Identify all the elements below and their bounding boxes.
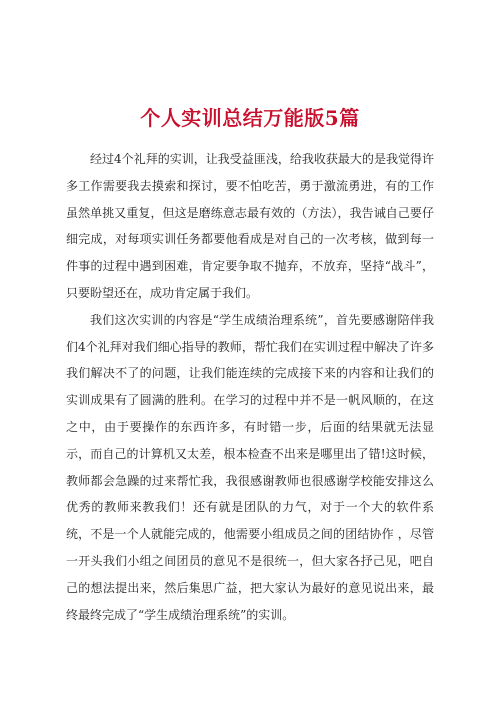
document-title: 个人实训总结万能版5篇 xyxy=(140,106,360,130)
paragraph-2: 我们这次实训的内容是“学生成绩治理系统”，首先要感谢陪伴我们4个礼拜对我们细心指导的教师，帮忙我们在实训过程中解决了许多我们解决不了的问题，让我们能连续的完成接下来的内容和让我们的实训成果有了圆满的胜利。在学习的过程中并不是一帆风顺的，在这之中，由于要操作的东西许多，有时错一步，后面的结果就无法显示，而自己的计算机又太差，根本检查不出来是哪里出了错!这时候，教师都会急躁的过来帮忙我，我很感谢教师也很感谢学校能安排这么优秀的教师来教我们！还有就是团队的力气，对于一个大的软件系统，不是一个人就能完成的，他需要小组成员之间的团结协作 ，尽管一开头我们小组之间团员的意见不是很统一，但大家各抒己见，吧自己的想法提出来，然后集思广益，把大家认为最好的意见说出来，最终最终完成了“学生成绩治理系统”的实训。 xyxy=(66,312,434,622)
document-body xyxy=(66,146,434,628)
paragraph-1: 经过4个礼拜的实训，让我受益匪浅，给我收获最大的是我觉得许多工作需要我去摸索和探讨，要不怕吃苦，勇于激流勇进，有的工作虽然单挑又重复，但这是磨练意志最有效的（方法），我告诫自己要仔细完成，对每项实训任务都要他看成是对自己的一次考核，做到每一件事的过程中遇到困难，肯定要争取不抛弃，不放弃，坚持“战斗”，只要盼望还在，成功肯定属于我们。 xyxy=(66,152,434,300)
